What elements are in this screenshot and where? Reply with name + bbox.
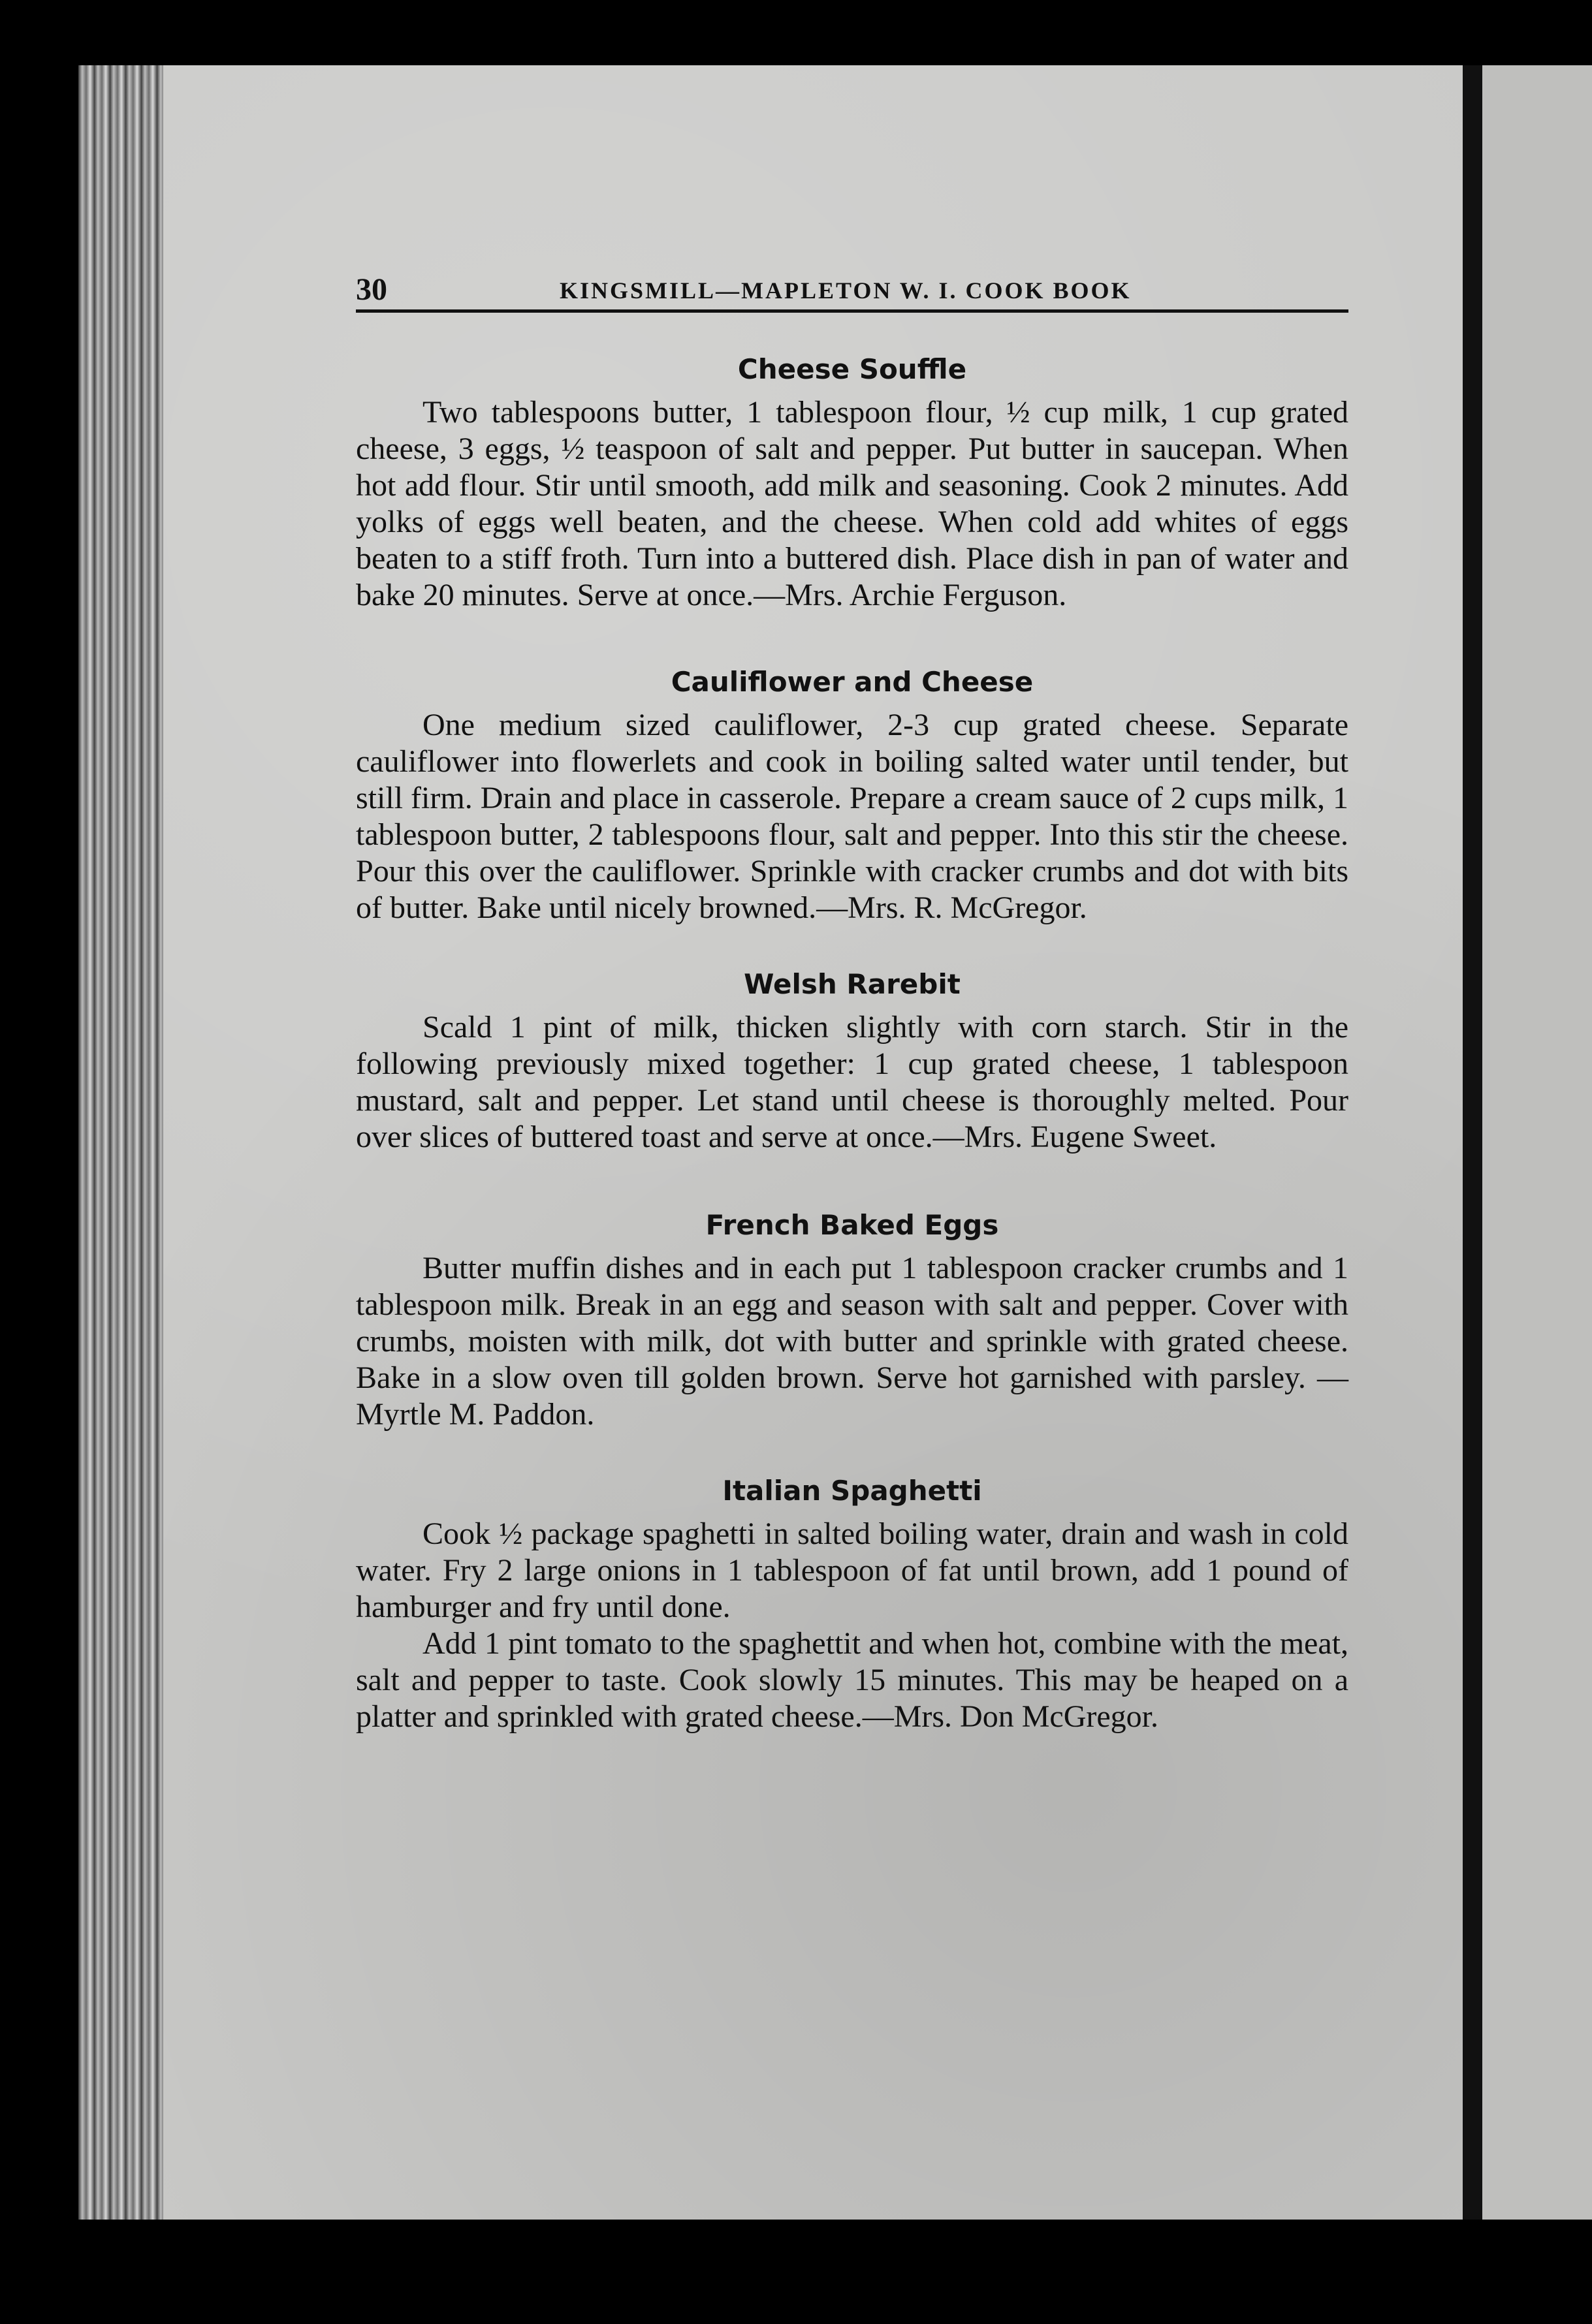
recipe-title: French Baked Eggs (705, 1209, 999, 1241)
recipe-title: Cheese Souffle (737, 353, 967, 385)
recipe-welsh-rarebit (356, 968, 1348, 1155)
page-number: 30 (356, 272, 387, 307)
recipe-title: Cauliflower and Cheese (671, 666, 1034, 698)
recipe-paragraph: Cook ½ package spaghetti in salted boiling water, drain and wash in cold water. Fry 2 large onions in 1 tablespoon of fat until brown, add 1 pound of hamburger and fry until done. (356, 1516, 1348, 1624)
recipe-paragraph: Scald 1 pint of milk, thicken slightly with corn starch. Stir in the following previously mixed together: 1 cup grated cheese, 1 tablespoon mustard, salt and pepper. Let stand until cheese is thoroughly melted. Pour over slices of buttered toast and serve at once.—Mrs. Eugene Sweet. (356, 1010, 1348, 1154)
page-header (356, 268, 1348, 313)
recipe-paragraph: One medium sized cauliflower, 2-3 cup grated cheese. Separate cauliflower into flowerlets and cook in boiling salted water until tender, but still firm. Drain and place in casserole. Prepare a cream sauce of 2 cups milk, 1 tablespoon butter, 2 tablespoons flour, salt and pepper. Into this stir the cheese. Pour this over the cauliflower. Sprinkle with cracker crumbs and dot with bits of butter. Bake until nicely browned.—Mrs. R. McGregor. (356, 708, 1348, 925)
recipe-paragraph: Butter muffin dishes and in each put 1 tablespoon cracker crumbs and 1 tablespoon milk. Break in an egg and season with salt and pepper. Cover with crumbs, moisten with milk, dot with butter and sprinkle with grated cheese. Bake in a slow oven till golden brown. Serve hot garnished with parsley. —Myrtle M. Paddon. (356, 1251, 1348, 1432)
recipe-cheese-souffle (356, 353, 1348, 614)
recipe-french-baked-eggs (356, 1209, 1348, 1433)
running-head: KINGSMILL—MAPLETON W. I. COOK BOOK (560, 277, 1132, 304)
book-gutter (1463, 65, 1482, 2220)
recipe-italian-spaghetti (356, 1475, 1348, 1735)
page-content (356, 268, 1348, 1735)
recipe-cauliflower-and-cheese (356, 666, 1348, 926)
facing-page-edge (1482, 65, 1592, 2220)
recipe-title: Italian Spaghetti (722, 1475, 982, 1507)
recipe-paragraph: Add 1 pint tomato to the spaghettit and when hot, combine with the meat, salt and pepper to taste. Cook slowly 15 minutes. This may be heaped on a platter and sprinkled with grated cheese.—Mrs. Don McGregor. (356, 1626, 1348, 1734)
recipe-title: Welsh Rarebit (744, 968, 961, 1000)
recipe-paragraph: Two tablespoons butter, 1 tablespoon flour, ½ cup milk, 1 cup grated cheese, 3 eggs, ½ teaspoon of salt and pepper. Put butter in saucepan. When hot add flour. Stir until smooth, add milk and seasoning. Cook 2 minutes. Add yolks of eggs well beaten, and the cheese. When cold add whites of eggs beaten to a stiff froth. Turn into a buttered dish. Place dish in pan of water and bake 20 minutes. Serve at once.—Mrs. Archie Ferguson. (356, 395, 1348, 612)
